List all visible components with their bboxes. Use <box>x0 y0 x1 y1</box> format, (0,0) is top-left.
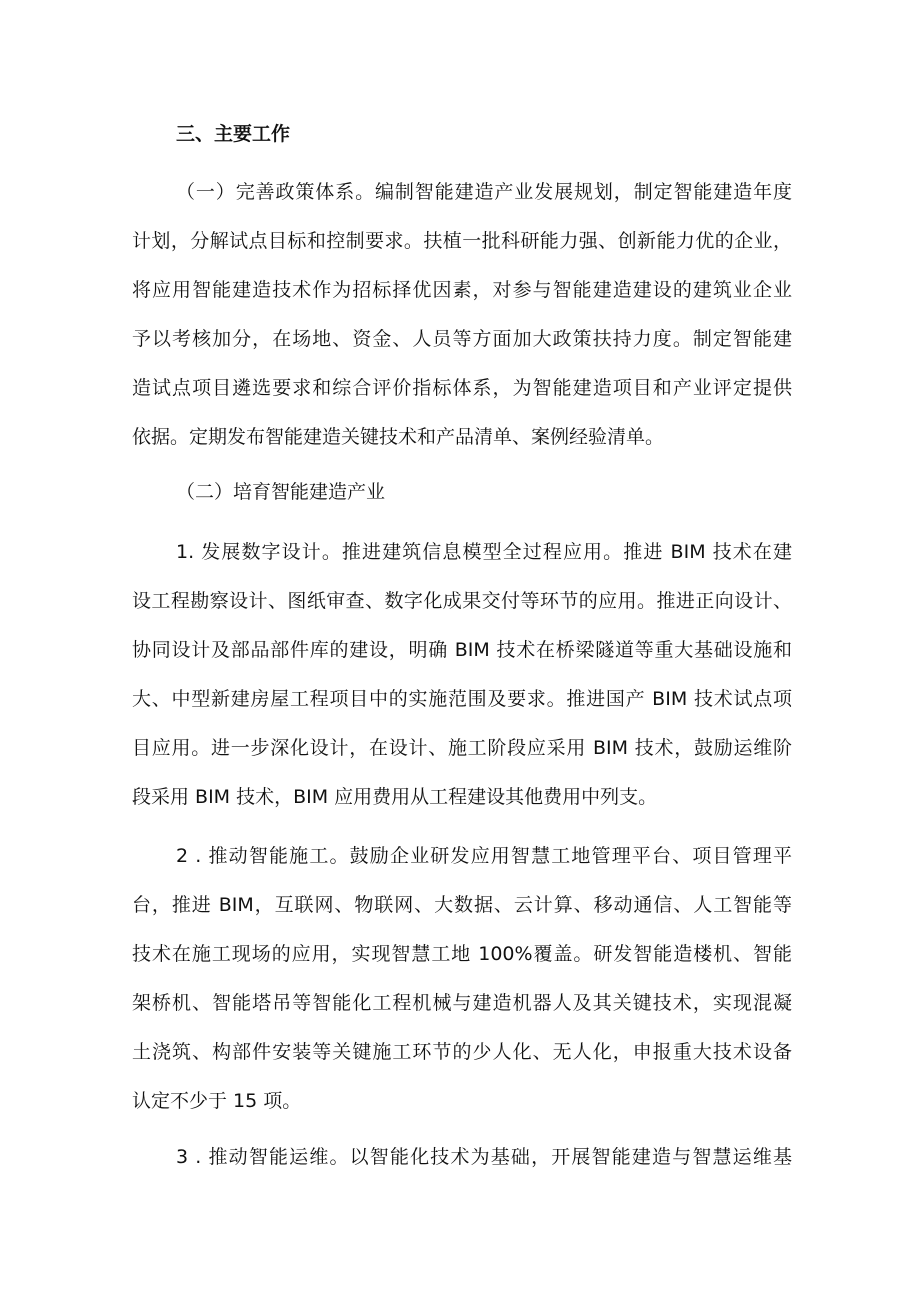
paragraph-line: 2 . 推动智能施工。鼓励企业研发应用智慧工地管理平台、项目管理平 <box>176 845 792 867</box>
section-heading: 三、主要工作 <box>176 123 291 145</box>
paragraph-line: 1. 发展数字设计。推进建筑信息模型全过程应用。推进 BIM 技术在建 <box>176 541 792 563</box>
paragraph-line: 土浇筑、构部件安装等关键施工环节的少人化、无人化，申报重大技术设备 <box>132 1041 792 1063</box>
paragraph-line: 台，推进 BIM，互联网、物联网、大数据、云计算、移动通信、人工智能等 <box>132 894 792 916</box>
paragraph-line: 段采用 BIM 技术，BIM 应用费用从工程建设其他费用中列支。 <box>132 786 658 808</box>
paragraph-line: 设工程勘察设计、图纸审查、数字化成果交付等环节的应用。推进正向设计、 <box>132 590 792 612</box>
paragraph-line: （一）完善政策体系。编制智能建造产业发展规划，制定智能建造年度 <box>176 181 792 203</box>
paragraph-line: 依据。定期发布智能建造关键技术和产品清单、案例经验清单。 <box>132 426 665 448</box>
paragraph-line: 予以考核加分，在场地、资金、人员等方面加大政策扶持力度。制定智能建 <box>132 328 792 350</box>
paragraph-smart-operation <box>132 1133 792 1182</box>
paragraph-line: 大、中型新建房屋工程项目中的实施范围及要求。推进国产 BIM 技术试点项 <box>132 688 792 710</box>
paragraph-line: 技术在施工现场的应用，实现智慧工地 100%覆盖。研发智能造楼机、智能 <box>132 943 792 965</box>
paragraph-line: 协同设计及部品部件库的建设，明确 BIM 技术在桥梁隧道等重大基础设施和 <box>132 639 792 661</box>
paragraph-line: （二）培育智能建造产业 <box>176 481 386 503</box>
paragraph-line: 造试点项目遴选要求和综合评价指标体系，为智能建造项目和产业评定提供 <box>132 377 792 399</box>
paragraph-line: 架桥机、智能塔吊等智能化工程机械与建造机器人及其关键技术，实现混凝 <box>132 992 792 1014</box>
paragraph-line: 认定不少于 15 项。 <box>132 1090 302 1112</box>
paragraph-digital-design <box>132 528 792 822</box>
paragraph-line: 目应用。进一步深化设计，在设计、施工阶段应采用 BIM 技术，鼓励运维阶 <box>132 737 792 759</box>
paragraph-line: 将应用智能建造技术作为招标择优因素，对参与智能建造建设的建筑业企业 <box>132 279 792 301</box>
paragraph-industry-heading <box>132 468 792 517</box>
paragraph-smart-construction <box>132 832 792 1126</box>
paragraph-line: 计划，分解试点目标和控制要求。扶植一批科研能力强、创新能力优的企业， <box>132 230 792 252</box>
paragraph-line: 3 . 推动智能运维。以智能化技术为基础，开展智能建造与智慧运维基 <box>176 1146 792 1168</box>
paragraph-policy-system <box>132 168 792 462</box>
